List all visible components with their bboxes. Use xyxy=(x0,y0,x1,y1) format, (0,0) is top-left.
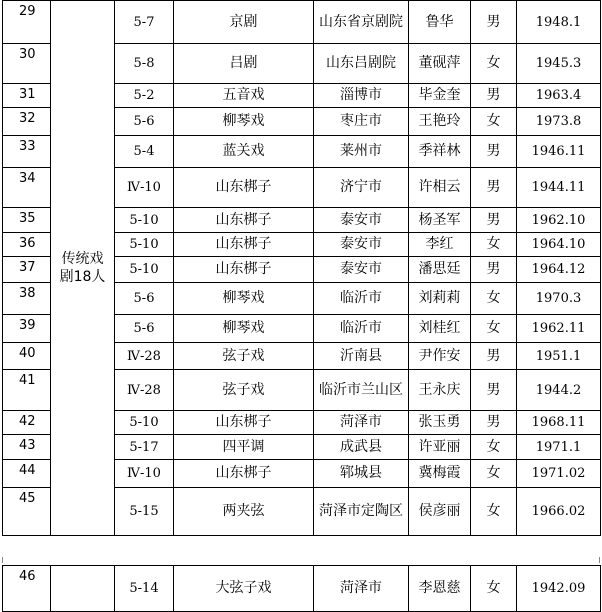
row-number: 29 xyxy=(3,1,51,44)
project-code: Ⅳ-28 xyxy=(115,370,174,411)
gender: 男 xyxy=(471,168,517,208)
birth-date: 1951.1 xyxy=(517,343,601,370)
row-number: 43 xyxy=(3,435,51,460)
birth-date: 1968.11 xyxy=(517,411,601,435)
inheritor-name: 侯彦丽 xyxy=(409,488,471,536)
birth-date: 1962.10 xyxy=(517,208,601,233)
row-number: 40 xyxy=(3,343,51,370)
birth-date: 1964.12 xyxy=(517,257,601,283)
birth-date: 1970.3 xyxy=(517,283,601,315)
project-name: 山东梆子 xyxy=(174,168,314,208)
row-number: 35 xyxy=(3,208,51,233)
project-code: 5-17 xyxy=(115,435,174,460)
inheritor-name: 李红 xyxy=(409,233,471,257)
project-name: 弦子戏 xyxy=(174,343,314,370)
gender: 男 xyxy=(471,411,517,435)
gender: 男 xyxy=(471,343,517,370)
unit-location: 临沂市兰山区 xyxy=(314,370,409,411)
gender: 女 xyxy=(471,233,517,257)
row-number: 31 xyxy=(3,84,51,108)
project-name: 弦子戏 xyxy=(174,370,314,411)
project-name: 山东梆子 xyxy=(174,257,314,283)
inheritor-name: 鲁华 xyxy=(409,1,471,44)
row-number: 37 xyxy=(3,257,51,283)
unit-location: 山东省京剧院 xyxy=(314,1,409,44)
project-name: 山东梆子 xyxy=(174,460,314,488)
project-code: 5-10 xyxy=(115,411,174,435)
project-name: 四平调 xyxy=(174,435,314,460)
row-number: 42 xyxy=(3,411,51,435)
heritage-inheritor-table xyxy=(2,0,601,536)
project-code: 5-6 xyxy=(115,108,174,136)
unit-location: 莱州市 xyxy=(314,136,409,168)
category-cell xyxy=(51,566,115,612)
birth-date: 1942.09 xyxy=(517,566,601,612)
birth-date: 1944.2 xyxy=(517,370,601,411)
inheritor-name: 许相云 xyxy=(409,168,471,208)
project-code: 5-2 xyxy=(115,84,174,108)
inheritor-name: 冀梅霞 xyxy=(409,460,471,488)
project-name: 大弦子戏 xyxy=(174,566,314,612)
inheritor-name: 毕金奎 xyxy=(409,84,471,108)
row-number: 41 xyxy=(3,370,51,411)
project-name: 柳琴戏 xyxy=(174,315,314,343)
project-name: 柳琴戏 xyxy=(174,283,314,315)
row-number: 44 xyxy=(3,460,51,488)
project-code: 5-14 xyxy=(115,566,174,612)
gender: 男 xyxy=(471,370,517,411)
unit-location: 菏泽市定陶区 xyxy=(314,488,409,536)
project-code: 5-6 xyxy=(115,283,174,315)
birth-date: 1963.4 xyxy=(517,84,601,108)
unit-location: 淄博市 xyxy=(314,84,409,108)
inheritor-name: 董砚萍 xyxy=(409,44,471,84)
row-number: 33 xyxy=(3,136,51,168)
birth-date: 1971.1 xyxy=(517,435,601,460)
row-number: 34 xyxy=(3,168,51,208)
gender: 女 xyxy=(471,566,517,612)
gender: 男 xyxy=(471,1,517,44)
inheritor-name: 杨圣军 xyxy=(409,208,471,233)
gender: 男 xyxy=(471,208,517,233)
birth-date: 1962.11 xyxy=(517,315,601,343)
unit-location: 泰安市 xyxy=(314,257,409,283)
birth-date: 1973.8 xyxy=(517,108,601,136)
project-code: 5-7 xyxy=(115,1,174,44)
inheritor-name: 许亚丽 xyxy=(409,435,471,460)
gender: 女 xyxy=(471,44,517,84)
gender: 女 xyxy=(471,108,517,136)
unit-location: 郓城县 xyxy=(314,460,409,488)
row-number: 30 xyxy=(3,44,51,84)
project-code: 5-6 xyxy=(115,315,174,343)
inheritor-name: 潘思廷 xyxy=(409,257,471,283)
project-name: 京剧 xyxy=(174,1,314,44)
unit-location: 枣庄市 xyxy=(314,108,409,136)
unit-location: 泰安市 xyxy=(314,233,409,257)
gender: 女 xyxy=(471,488,517,536)
project-code: Ⅳ-10 xyxy=(115,460,174,488)
inheritor-name: 尹作安 xyxy=(409,343,471,370)
row-number: 36 xyxy=(3,233,51,257)
project-code: 5-15 xyxy=(115,488,174,536)
birth-date: 1966.02 xyxy=(517,488,601,536)
unit-location: 临沂市 xyxy=(314,315,409,343)
gender: 男 xyxy=(471,84,517,108)
gender: 女 xyxy=(471,435,517,460)
row-number: 39 xyxy=(3,315,51,343)
birth-date: 1971.02 xyxy=(517,460,601,488)
unit-location: 山东吕剧院 xyxy=(314,44,409,84)
heritage-inheritor-table-continued xyxy=(2,565,601,612)
page-break-gap xyxy=(2,557,600,563)
project-name: 柳琴戏 xyxy=(174,108,314,136)
category-cell: 传统戏剧18人 xyxy=(51,1,115,536)
project-name: 山东梆子 xyxy=(174,233,314,257)
row-number: 46 xyxy=(3,566,51,612)
project-name: 山东梆子 xyxy=(174,208,314,233)
project-code: 5-4 xyxy=(115,136,174,168)
birth-date: 1945.3 xyxy=(517,44,601,84)
gender: 女 xyxy=(471,283,517,315)
inheritor-name: 王永庆 xyxy=(409,370,471,411)
gender: 女 xyxy=(471,460,517,488)
unit-location: 济宁市 xyxy=(314,168,409,208)
project-code: 5-10 xyxy=(115,233,174,257)
unit-location: 菏泽市 xyxy=(314,411,409,435)
table-row xyxy=(3,1,601,44)
project-code: Ⅳ-10 xyxy=(115,168,174,208)
row-number: 38 xyxy=(3,283,51,315)
row-number: 45 xyxy=(3,488,51,536)
gender: 男 xyxy=(471,136,517,168)
gender: 女 xyxy=(471,315,517,343)
project-code: Ⅳ-28 xyxy=(115,343,174,370)
inheritor-name: 王艳玲 xyxy=(409,108,471,136)
birth-date: 1948.1 xyxy=(517,1,601,44)
project-code: 5-10 xyxy=(115,208,174,233)
inheritor-name: 季祥林 xyxy=(409,136,471,168)
inheritor-name: 刘莉莉 xyxy=(409,283,471,315)
row-number: 32 xyxy=(3,108,51,136)
project-code: 5-8 xyxy=(115,44,174,84)
project-name: 吕剧 xyxy=(174,44,314,84)
unit-location: 沂南县 xyxy=(314,343,409,370)
unit-location: 菏泽市 xyxy=(314,566,409,612)
inheritor-name: 李恩慈 xyxy=(409,566,471,612)
project-name: 五音戏 xyxy=(174,84,314,108)
unit-location: 临沂市 xyxy=(314,283,409,315)
inheritor-name: 刘桂红 xyxy=(409,315,471,343)
project-name: 蓝关戏 xyxy=(174,136,314,168)
project-code: 5-10 xyxy=(115,257,174,283)
project-name: 山东梆子 xyxy=(174,411,314,435)
inheritor-name: 张玉勇 xyxy=(409,411,471,435)
birth-date: 1964.10 xyxy=(517,233,601,257)
project-name: 两夹弦 xyxy=(174,488,314,536)
birth-date: 1944.11 xyxy=(517,168,601,208)
birth-date: 1946.11 xyxy=(517,136,601,168)
unit-location: 泰安市 xyxy=(314,208,409,233)
table-row xyxy=(3,566,601,612)
unit-location: 成武县 xyxy=(314,435,409,460)
gender: 男 xyxy=(471,257,517,283)
